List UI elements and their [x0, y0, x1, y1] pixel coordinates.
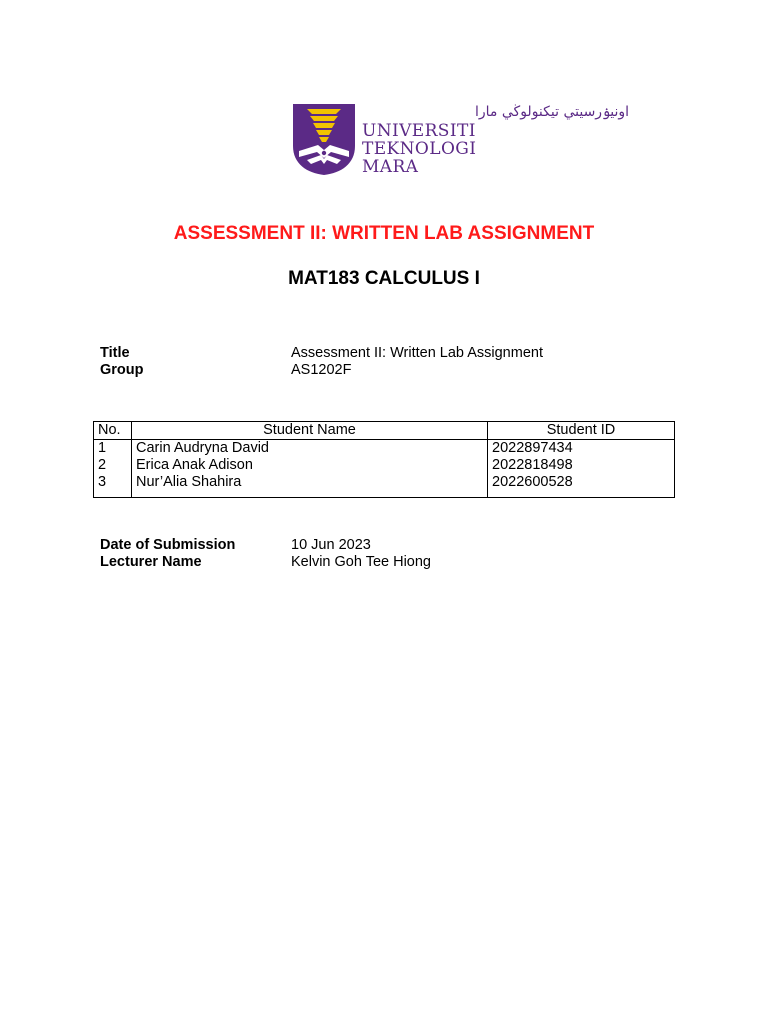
students-table [93, 421, 675, 498]
cell-no: 3 [94, 474, 132, 498]
lecturer-name-value: Kelvin Goh Tee Hiong [291, 554, 431, 570]
logo-line-mara: MARA [362, 157, 419, 177]
table-row [94, 474, 675, 498]
uitm-crest-icon [291, 102, 357, 176]
table-row [94, 440, 675, 458]
cell-student-id: 2022897434 [488, 440, 675, 458]
logo-line-universiti: UNIVERSITI [362, 121, 476, 141]
date-of-submission-label: Date of Submission [100, 537, 236, 553]
university-logo [291, 100, 630, 178]
cell-student-id: 2022600528 [488, 474, 675, 498]
lecturer-name-label: Lecturer Name [100, 554, 202, 570]
group-label: Group [100, 362, 144, 378]
header-student-name: Student Name [132, 422, 488, 440]
cell-student-name: Nur’Alia Shahira [132, 474, 488, 498]
cell-student-id: 2022818498 [488, 457, 675, 474]
cell-no: 1 [94, 440, 132, 458]
cell-student-name: Erica Anak Adison [132, 457, 488, 474]
table-row [94, 457, 675, 474]
assessment-title: ASSESSMENT II: WRITTEN LAB ASSIGNMENT [173, 223, 595, 244]
course-title: MAT183 CALCULUS I [288, 268, 480, 289]
jawi-script-logotype [361, 100, 630, 122]
title-value: Assessment II: Written Lab Assignment [291, 345, 543, 361]
title-label: Title [100, 345, 130, 361]
university-name [362, 122, 476, 176]
header-student-id: Student ID [488, 422, 675, 440]
group-value: AS1202F [291, 362, 352, 378]
logo-line-teknologi: TEKNOLOGI [362, 139, 477, 159]
header-no: No. [94, 422, 132, 440]
table-header-row [94, 422, 675, 440]
svg-text:اونيۏرسيتي تيكنولوڬي مارا: اونيۏرسيتي تيكنولوڬي مارا [475, 104, 630, 120]
cell-student-name: Carin Audryna David [132, 440, 488, 458]
date-of-submission-value: 10 Jun 2023 [291, 537, 371, 553]
cell-no: 2 [94, 457, 132, 474]
